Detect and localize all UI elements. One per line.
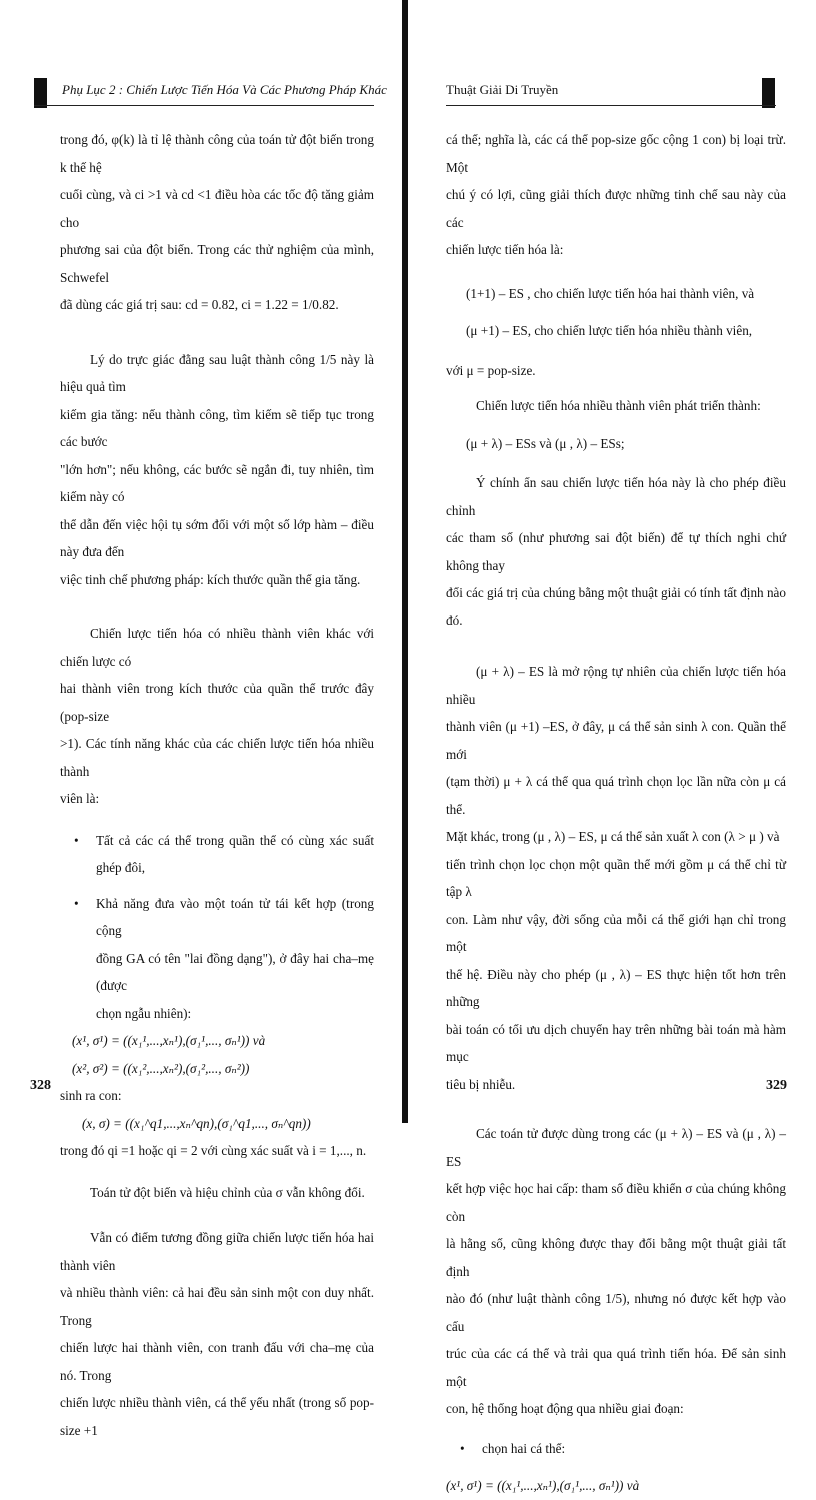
text-line: tiến trình chọn lọc chọn một quần thể mới gồm μ cá thể chỉ từ tập λ xyxy=(446,856,786,899)
text-line: việc tinh chế phương pháp: kích thước quần thể gia tăng. xyxy=(60,571,361,587)
text-line: bài toán có tối ưu dịch chuyển hay trên những bài toán mà hàm mục xyxy=(446,1021,786,1064)
text-line: (tạm thời) μ + λ cá thể qua quá trình chọn lọc lần nữa còn μ cá thể. xyxy=(446,774,786,817)
right-body xyxy=(446,126,786,1500)
text-line: viên là: xyxy=(60,791,100,806)
text-line: chiến lược nhiều thành viên, cá thể yếu nhất (trong số pop-size +1 xyxy=(60,1395,374,1438)
formula: (μ + λ) – ESs và (μ , λ) – ESs; xyxy=(466,435,625,451)
text-line: Toán tử đột biến và hiệu chỉnh của σ vẫn không đổi. xyxy=(90,1184,365,1200)
right-header-tab xyxy=(762,78,775,108)
formula: (x¹, σ¹) = ((x₁¹,...,xₙ¹),(σ₁¹,..., σₙ¹)) và xyxy=(72,1033,266,1048)
text-line: Chiến lược tiến hóa nhiều thành viên phát triển thành: xyxy=(476,398,761,413)
text-line: tiêu bị nhiễu. xyxy=(446,1076,516,1092)
text-line: nào đó (như luật thành công 1/5), nhưng nó được kết hợp vào cấu xyxy=(446,1291,786,1334)
left-header-tab xyxy=(34,78,47,108)
text-line: kết hợp việc học hai cấp: tham số điều khiển σ của chúng không còn xyxy=(446,1181,786,1224)
text-line: chiến lược hai thành viên, con tranh đấu với cha–mẹ của nó. Trong xyxy=(60,1340,374,1383)
right-page xyxy=(412,0,816,1493)
text-line: thành viên (μ +1) –ES, ở đây, μ cá thể sản sinh λ con. Quần thể mới xyxy=(446,719,786,762)
left-header-rule xyxy=(34,105,374,106)
text-line: thế hệ. Điều này cho phép (μ , λ) – ES thực hiện tốt hơn trên những xyxy=(446,966,786,1009)
right-header: Thuật Giải Di Truyền xyxy=(446,82,559,97)
text-line: sinh ra con: xyxy=(60,1088,122,1103)
text-line: con. Làm như vậy, đời sống của mỗi cá thể giới hạn chỉ trong một xyxy=(446,911,786,954)
text-line: Lý do trực giác đằng sau luật thành công 1/5 này là hiệu quả tìm xyxy=(60,351,374,394)
text-line: các tham số (như phương sai đột biến) để tự thích nghi chứ không thay xyxy=(446,530,786,573)
left-header: Phụ Lục 2 : Chiến Lược Tiến Hóa Và Các Phương Pháp Khác xyxy=(62,82,387,97)
text-line: trúc của các cá thể và trải qua quá trình tiến hóa. Để sản sinh một xyxy=(446,1346,786,1389)
text-line: là hằng số, cũng không được thay đổi bằng một thuật giải tất định xyxy=(446,1236,786,1279)
text-line: cuối cùng, và ci >1 và cd <1 điều hòa các tốc độ tăng giảm cho xyxy=(60,187,374,230)
page-number: 329 xyxy=(766,1078,787,1093)
text-line: Mặt khác, trong (μ , λ) – ES, μ cá thể sản xuất λ con (λ > μ ) và xyxy=(446,829,780,844)
text-line: đã dùng các giá trị sau: cd = 0.82, ci = 1.22 = 1/0.82. xyxy=(60,297,339,312)
text-line: đổi các giá trị của chúng bằng một thuật giải có tính tất định nào đó. xyxy=(446,585,786,628)
right-header-rule xyxy=(446,105,776,106)
left-body xyxy=(60,126,374,1444)
text-line: (μ +1) – ES, cho chiến lược tiến hóa nhiều thành viên, xyxy=(466,323,753,338)
text-line: chú ý có lợi, cũng giải thích được những tinh chế sau này của các xyxy=(446,187,786,230)
text-line: trong đó, φ(k) là tỉ lệ thành công của toán tử đột biến trong k thế hệ xyxy=(60,132,374,175)
text-line: đồng GA có tên "lai đồng dạng"), ở đây hai cha–mẹ (được xyxy=(96,950,374,993)
left-page xyxy=(0,0,404,1438)
text-line: Vẫn có điểm tương đồng giữa chiến lược tiến hóa hai thành viên xyxy=(60,1230,374,1273)
formula: (x², σ²) = ((x₁²,...,xₙ²),(σ₁²,..., σₙ²)) xyxy=(72,1060,250,1076)
formula: (x, σ) = ((x₁^q1,...,xₙ^qn),(σ₁^q1,..., σₙ^qn)) xyxy=(82,1115,311,1131)
text-line: chiến lược tiến hóa là: xyxy=(446,242,564,257)
text-line: trong đó qi =1 hoặc qi = 2 với cùng xác suất và i = 1,..., n. xyxy=(60,1143,367,1158)
text-line: chọn ngẫu nhiên): xyxy=(96,1005,192,1021)
text-line: Chiến lược tiến hóa có nhiều thành viên khác với chiến lược có xyxy=(60,626,374,669)
bullet-icon: • xyxy=(460,1440,465,1456)
text-line: cá thể; nghĩa là, các cá thể pop-size gốc cộng 1 con) bị loại trừ. Một xyxy=(446,132,786,175)
text-line: với μ = pop-size. xyxy=(446,362,536,378)
text-line: phương sai của đột biến. Trong các thử nghiệm của mình, Schwefel xyxy=(60,242,374,285)
bullet-icon: • xyxy=(74,832,79,848)
text-line: "lớn hơn"; nếu không, các bước sẽ ngắn đi, tuy nhiên, tìm kiếm này có xyxy=(60,461,374,504)
text-line: Ý chính ẩn sau chiến lược tiến hóa này là cho phép điều chỉnh xyxy=(446,475,786,518)
book-spine xyxy=(402,0,408,1123)
text-line: thể dẫn đến việc hội tụ sớm đối với một số lớp hàm – điều này đưa đến xyxy=(60,516,374,559)
bullet-icon: • xyxy=(74,895,79,911)
bullet-item: • chọn hai cá thể: xyxy=(446,1435,786,1463)
text-line: hai thành viên trong kích thước của quần thể trước đây (pop-size xyxy=(60,681,374,724)
formula: (x¹, σ¹) = ((x₁¹,...,xₙ¹),(σ₁¹,..., σₙ¹)) và xyxy=(446,1478,640,1493)
text-line: và nhiều thành viên: cả hai đều sản sinh một con duy nhất. Trong xyxy=(60,1285,374,1328)
text-line: con, hệ thống hoạt động qua nhiều giai đoạn: xyxy=(446,1401,684,1416)
bullet-item: • Khả năng đưa vào một toán tử tái kết hợp (trong cộng xyxy=(60,890,374,945)
text-line: >1). Các tính năng khác của các chiến lược tiến hóa nhiều thành xyxy=(60,736,374,779)
text-line: Các toán tử được dùng trong các (μ + λ) – ES và (μ , λ) – ES xyxy=(446,1126,786,1169)
bullet-item: • Tất cả các cá thể trong quần thể có cùng xác suất ghép đôi, xyxy=(60,827,374,882)
text-line: (1+1) – ES , cho chiến lược tiến hóa hai thành viên, và xyxy=(466,285,755,301)
text-line: (μ + λ) – ES là mở rộng tự nhiên của chiến lược tiến hóa nhiều xyxy=(446,664,786,707)
text-line: kiếm gia tăng: nếu thành công, tìm kiếm sẽ tiếp tục trong các bước xyxy=(60,406,374,449)
page-number: 328 xyxy=(30,1078,51,1093)
